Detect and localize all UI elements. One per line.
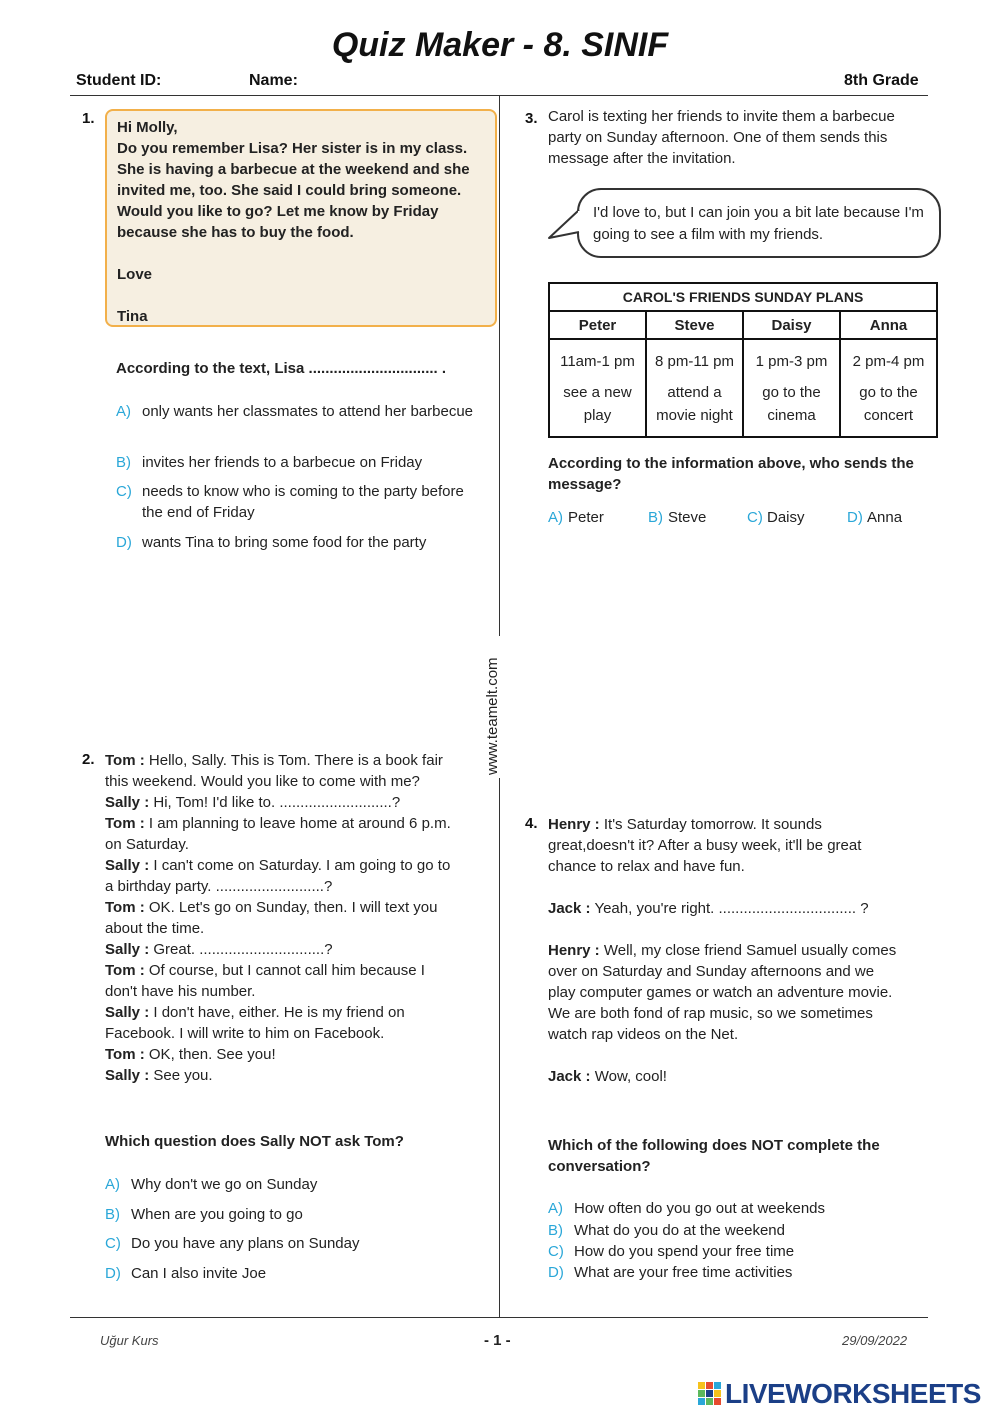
q4-option-a[interactable] — [548, 1198, 918, 1219]
student-id-label: Student ID: — [76, 72, 162, 89]
q1-option-d-text: wants Tina to bring some food for the party — [142, 534, 427, 551]
q1-option-a-letter: A) — [116, 403, 131, 420]
q2-option-a[interactable] — [105, 1174, 475, 1195]
q2-dialogue-line: Sally : See you. — [105, 1067, 213, 1084]
q2-option-b[interactable] — [105, 1204, 475, 1225]
q2-dialogue-line: Sally : I can't come on Saturday. I am going to go to a birthday party. ..........................? — [105, 857, 451, 895]
q4-dialogue — [548, 814, 903, 1087]
q3-bubble-text: I'd love to, but I can join you a bit late because I'm going to see a film with my friends. — [593, 204, 924, 243]
q3-number: 3. — [525, 110, 538, 127]
q2-number: 2. — [82, 751, 95, 768]
q3-option-a-letter: A) — [548, 509, 563, 526]
q3-option-c-letter: C) — [747, 509, 763, 526]
table-cell-steve: 8 pm-11 pm attend a movie night — [646, 339, 743, 437]
q2-option-a-text: Why don't we go on Sunday — [131, 1176, 318, 1193]
q3-question: According to the information above, who sends the message? — [548, 455, 914, 493]
q2-dialogue-line: Tom : Hello, Sally. This is Tom. There is a book fair this weekend. Would you like to come with me? — [105, 752, 443, 790]
q2-dialogue-line: Tom : OK. Let's go on Sunday, then. I will text you about the time. — [105, 899, 438, 937]
q2-option-b-text: When are you going to go — [131, 1206, 303, 1223]
q1-option-d[interactable] — [116, 532, 486, 553]
q2-dialogue-line: Tom : OK, then. See you! — [105, 1046, 276, 1063]
q4-option-d[interactable] — [548, 1262, 918, 1283]
q2-option-c[interactable] — [105, 1233, 475, 1254]
q4-option-d-text: What are your free time activities — [574, 1264, 793, 1281]
q1-option-b-text: invites her friends to a barbecue on Friday — [142, 454, 423, 471]
table-cell-daisy: 1 pm-3 pm go to the cinema — [743, 339, 840, 437]
q1-option-c-letter: C) — [116, 483, 132, 500]
q3-option-d-letter: D) — [847, 509, 863, 526]
table-title-row — [549, 283, 937, 311]
page-title: Quiz Maker - 8. SINIF — [331, 26, 669, 64]
q2-option-d-text: Can I also invite Joe — [131, 1265, 267, 1282]
liveworksheets-logo[interactable] — [698, 1378, 981, 1410]
table-title: CAROL'S FRIENDS SUNDAY PLANS — [549, 283, 937, 311]
q2-dialogue-line: Sally : Great. ..............................? — [105, 941, 333, 958]
table-header-row — [549, 311, 937, 339]
column-divider-bottom — [499, 778, 500, 1318]
q3-option-d-text: Anna — [867, 509, 903, 526]
name-label: Name: — [249, 72, 298, 89]
q1-letter-body: Do you remember Lisa? Her sister is in my class. She is having a barbecue at the weekend and she invited me, too. She said I could bring someone. Would you like to go? Let me know by Friday because she has to buy the food. — [117, 140, 470, 241]
q2-option-c-letter: C) — [105, 1235, 121, 1252]
q3-option-b[interactable] — [648, 507, 706, 528]
q3-plans-table — [548, 282, 938, 438]
q3-option-a[interactable] — [548, 507, 604, 528]
q1-option-a-text: only wants her classmates to attend her barbecue — [142, 403, 474, 420]
q1-option-a[interactable] — [116, 401, 486, 422]
q1-option-c[interactable] — [116, 481, 486, 523]
q4-option-b-letter: B) — [548, 1222, 563, 1239]
footer-divider — [70, 1317, 928, 1318]
q2-option-b-letter: B) — [105, 1206, 120, 1223]
q1-letter-box — [105, 109, 497, 327]
footer-left: Uğur Kurs — [100, 1333, 159, 1348]
table-cell-anna: 2 pm-4 pm go to the concert — [840, 339, 937, 437]
q2-dialogue-line: Tom : Of course, but I cannot call him because I don't have his number. — [105, 962, 425, 1000]
q4-dialogue-line: Jack : Wow, cool! — [548, 1068, 667, 1085]
q1-question: According to the text, Lisa ............................... . — [116, 360, 447, 377]
q4-number: 4. — [525, 815, 538, 832]
q4-option-d-letter: D) — [548, 1264, 564, 1281]
page-number: - 1 - — [484, 1332, 511, 1349]
table-header-anna: Anna — [840, 311, 937, 339]
table-header-daisy: Daisy — [743, 311, 840, 339]
q2-option-d-letter: D) — [105, 1265, 121, 1282]
table-header-steve: Steve — [646, 311, 743, 339]
q1-letter-greeting: Hi Molly, — [117, 119, 178, 136]
q4-option-c-letter: C) — [548, 1243, 564, 1260]
q1-option-d-letter: D) — [116, 534, 132, 551]
grade-label: 8th Grade — [844, 72, 919, 89]
q4-option-b[interactable] — [548, 1220, 918, 1241]
q3-option-c-text: Daisy — [767, 509, 805, 526]
q2-option-d[interactable] — [105, 1263, 475, 1284]
table-cell-peter: 11am-1 pm see a new play — [549, 339, 646, 437]
q3-intro: Carol is texting her friends to invite them a barbecue party on Sunday afternoon. One of them sends this message after the invitation. — [548, 108, 895, 167]
table-header-peter: Peter — [549, 311, 646, 339]
q4-option-c[interactable] — [548, 1241, 918, 1262]
q4-question: Which of the following does NOT complete the conversation? — [548, 1137, 880, 1175]
q4-option-a-letter: A) — [548, 1200, 563, 1217]
q3-option-b-letter: B) — [648, 509, 663, 526]
q3-option-a-text: Peter — [568, 509, 604, 526]
q4-option-c-text: How do you spend your free time — [574, 1243, 795, 1260]
q2-dialogue — [105, 750, 457, 1086]
q2-question: Which question does Sally NOT ask Tom? — [105, 1133, 404, 1150]
footer-date: 29/09/2022 — [842, 1333, 908, 1348]
q2-dialogue-line: Sally : Hi, Tom! I'd like to. ...........................? — [105, 794, 401, 811]
q2-option-c-text: Do you have any plans on Sunday — [131, 1235, 360, 1252]
q2-dialogue-line: Sally : I don't have, either. He is my friend on Facebook. I will write to him on Facebook. — [105, 1004, 405, 1042]
q4-option-a-text: How often do you go out at weekends — [574, 1200, 826, 1217]
q3-option-b-text: Steve — [668, 509, 707, 526]
q1-option-b[interactable] — [116, 452, 486, 473]
q2-option-a-letter: A) — [105, 1176, 120, 1193]
q1-letter-signature: Tina — [117, 308, 148, 325]
q3-option-d[interactable] — [847, 507, 902, 528]
column-divider-top — [499, 96, 500, 636]
q4-dialogue-line: Jack : Yeah, you're right. ................................. ? — [548, 900, 869, 917]
speech-bubble-tail-icon — [547, 208, 581, 242]
q2-dialogue-line: Tom : I am planning to leave home at around 6 p.m. on Saturday. — [105, 815, 451, 853]
liveworksheets-logo-text: LIVEWORKSHEETS — [725, 1378, 981, 1409]
q1-letter-closing: Love — [117, 266, 153, 283]
q3-option-c[interactable] — [747, 507, 805, 528]
table-row — [549, 339, 937, 437]
q4-option-b-text: What do you do at the weekend — [574, 1222, 785, 1239]
side-watermark-text: www.teamelt.com — [484, 657, 501, 775]
liveworksheets-logo-icon — [698, 1382, 722, 1406]
q4-dialogue-line: Henry : Well, my close friend Samuel usually comes over on Saturday and Sunday afternoons and we play computer games or watch an adventure movie. We are both fond of rap music, so we sometimes watch rap videos on the Net. — [548, 942, 897, 1043]
q4-dialogue-line: Henry : It's Saturday tomorrow. It sounds great,doesn't it? After a busy week, it'll be great chance to relax and have fun. — [548, 816, 862, 875]
q1-number: 1. — [82, 110, 95, 127]
q1-option-b-letter: B) — [116, 454, 131, 471]
q1-option-c-text: needs to know who is coming to the party before the end of Friday — [142, 483, 464, 521]
